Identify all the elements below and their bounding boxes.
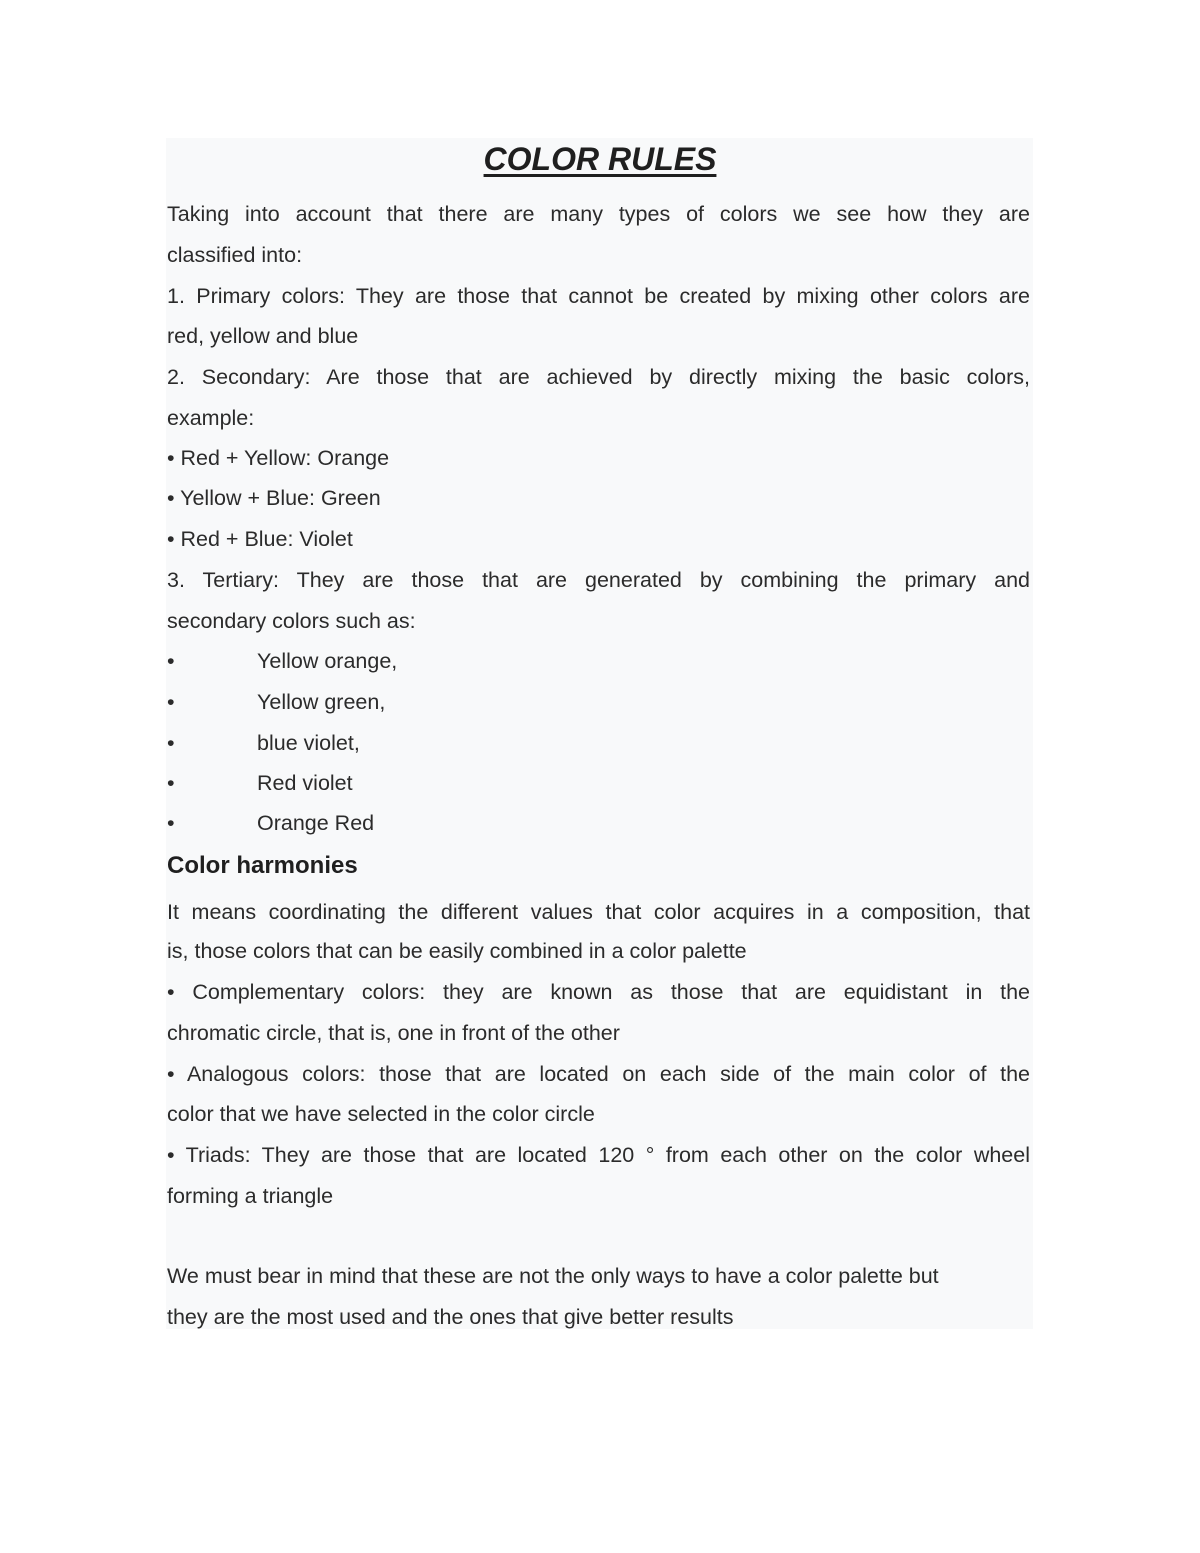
tertiary-list-item bbox=[167, 648, 1030, 674]
tertiary-list-item-label: Orange Red bbox=[257, 811, 375, 835]
secondary-example-item: • Red + Yellow: Orange bbox=[167, 446, 390, 470]
harmonies-intro-line-1: It means coordinating the different values that color acquires in a composition, that bbox=[167, 900, 1030, 924]
secondary-colors-line-2: example: bbox=[167, 406, 255, 430]
tertiary-list-item bbox=[167, 810, 1030, 836]
tertiary-list-item bbox=[167, 730, 1030, 756]
secondary-example-item: • Red + Blue: Violet bbox=[167, 527, 353, 551]
bullet-marker: • bbox=[167, 690, 175, 714]
tertiary-list-item-label: Yellow orange, bbox=[257, 649, 398, 673]
secondary-colors-line-1: 2. Secondary: Are those that are achieved by directly mixing the basic colors, bbox=[167, 365, 1030, 389]
analogous-colors-line-2: color that we have selected in the color circle bbox=[167, 1102, 595, 1126]
triads-line-1: • Triads: They are those that are located 120 ° from each other on the color wheel bbox=[167, 1143, 1030, 1167]
bullet-marker: • bbox=[167, 731, 175, 755]
tertiary-list-item bbox=[167, 689, 1030, 715]
primary-colors-line-1: 1. Primary colors: They are those that cannot be created by mixing other colors are bbox=[167, 284, 1030, 308]
triads-line-2: forming a triangle bbox=[167, 1184, 334, 1208]
tertiary-list-item-label: Yellow green, bbox=[257, 690, 386, 714]
tertiary-colors-line-2: secondary colors such as: bbox=[167, 609, 416, 633]
closing-note-line-1: We must bear in mind that these are not the only ways to have a color palette but bbox=[167, 1264, 939, 1288]
bullet-marker: • bbox=[167, 771, 175, 795]
bullet-marker: • bbox=[167, 649, 175, 673]
complementary-colors-line-1: • Complementary colors: they are known as those that are equidistant in the bbox=[167, 980, 1030, 1004]
primary-colors-line-2: red, yellow and blue bbox=[167, 324, 359, 348]
complementary-colors-line-2: chromatic circle, that is, one in front of the other bbox=[167, 1021, 620, 1045]
bullet-marker: • bbox=[167, 811, 175, 835]
analogous-colors-line-1: • Analogous colors: those that are located on each side of the main color of the bbox=[167, 1062, 1030, 1086]
harmonies-intro-line-2: is, those colors that can be easily combined in a color palette bbox=[167, 939, 747, 963]
tertiary-list-item-label: blue violet, bbox=[257, 731, 360, 755]
closing-note-line-2: they are the most used and the ones that give better results bbox=[167, 1305, 734, 1329]
secondary-example-item: • Yellow + Blue: Green bbox=[167, 486, 381, 510]
tertiary-colors-line-1: 3. Tertiary: They are those that are generated by combining the primary and bbox=[167, 568, 1030, 592]
intro-text-line-1: Taking into account that there are many types of colors we see how they are bbox=[167, 202, 1030, 226]
tertiary-list-item-label: Red violet bbox=[257, 771, 353, 795]
document-title: COLOR RULES bbox=[483, 141, 717, 177]
tertiary-list-item bbox=[167, 770, 1030, 796]
intro-text-line-2: classified into: bbox=[167, 243, 303, 267]
color-harmonies-heading: Color harmonies bbox=[167, 852, 358, 879]
